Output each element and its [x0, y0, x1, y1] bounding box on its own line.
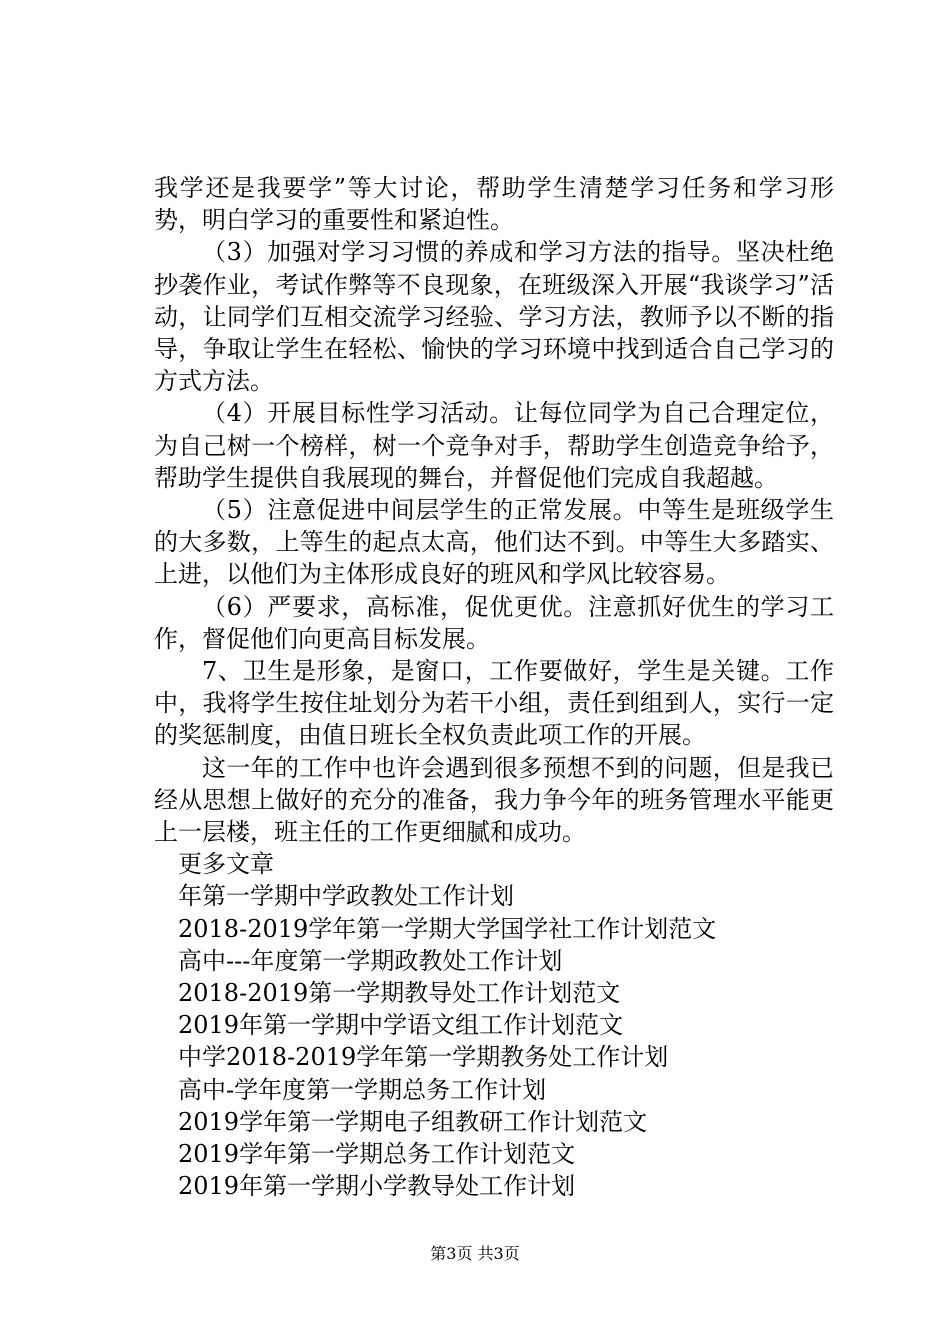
paragraph-2: （3）加强对学习习惯的养成和学习方法的指导。坚决杜绝抄袭作业，考试作弊等不良现象，在班级深入开展“我谈学习”活动，让同学们互相交流学习经验、学习方法，教师予以不断的指导，争取让学生在轻松、愉快的学习环境中找到适合自己学习的方式方法。 — [154, 238, 834, 396]
paragraph-4: （5）注意促进中间层学生的正常发展。中等生是班级学生的大多数，上等生的起点太高，他们达不到。中等生大多踏实、上进，以他们为主体形成良好的班风和学风比较容易。 — [154, 496, 834, 589]
more-article-link[interactable]: 高中-学年度第一学期总务工作计划 — [178, 1075, 547, 1104]
more-article-link[interactable]: 2019学年第一学期电子组教研工作计划范文 — [178, 1107, 648, 1136]
document-body — [154, 172, 834, 1203]
more-articles-list — [154, 880, 834, 1202]
paragraph-1: 我学还是我要学”等大讨论，帮助学生清楚学习任务和学习形势，明白学习的重要性和紧迫性。 — [154, 174, 834, 235]
more-articles-heading: 更多文章 — [178, 850, 274, 879]
more-article-link[interactable]: 2018-2019第一学期教导处工作计划范文 — [178, 979, 621, 1008]
paragraph-5: （6）严要求，高标准，促优更优。注意抓好优生的学习工作，督促他们向更高目标发展。 — [154, 592, 834, 653]
more-article-link[interactable]: 2019年第一学期中学语文组工作计划范文 — [178, 1011, 624, 1040]
more-article-link[interactable]: 2019年第一学期小学教导处工作计划 — [178, 1172, 576, 1201]
more-article-link[interactable]: 年第一学期中学政教处工作计划 — [178, 882, 514, 911]
more-article-link[interactable]: 2018-2019学年第一学期大学国学社工作计划范文 — [178, 914, 717, 943]
more-article-link[interactable]: 中学2018-2019学年第一学期教务处工作计划 — [178, 1043, 669, 1072]
paragraph-7: 这一年的工作中也许会遇到很多预想不到的问题，但是我已经从思想上做好的充分的准备，我力争今年的班务管理水平能更上一层楼，班主任的工作更细腻和成功。 — [154, 753, 834, 847]
paragraph-3: （4）开展目标性学习活动。让每位同学为自己合理定位，为自己树一个榜样，树一个竞争对手，帮助学生创造竞争给予，帮助学生提供自我展现的舞台，并督促他们完成自我超越。 — [154, 399, 834, 492]
paragraph-6: 7、卫生是形象，是窗口，工作要做好，学生是关键。工作中，我将学生按住址划分为若干小组，责任到组到人，实行一定的奖惩制度，由值日班长全权负责此项工作的开展。 — [154, 657, 834, 750]
more-article-link[interactable]: 高中---年度第一学期政教处工作计划 — [178, 946, 563, 975]
page-number-footer: 第3页 共3页 — [430, 1244, 520, 1263]
more-article-link[interactable]: 2019学年第一学期总务工作计划范文 — [178, 1140, 576, 1169]
